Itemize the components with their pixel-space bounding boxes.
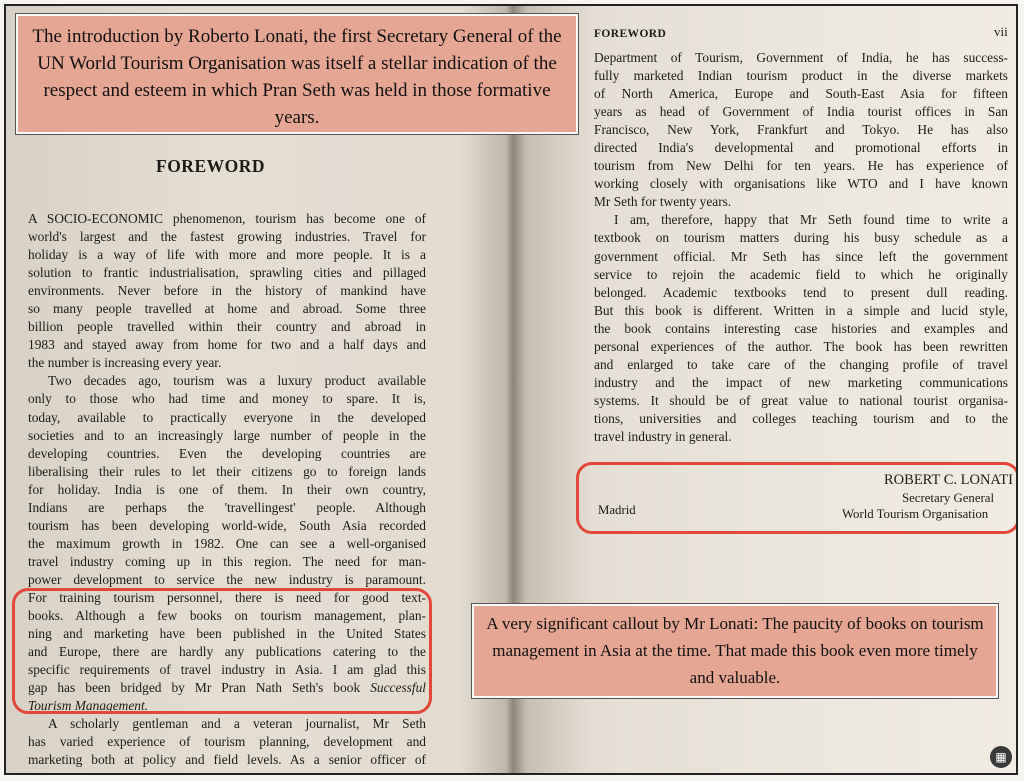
signature-name: ROBERT C. LONATI — [884, 472, 1013, 488]
highlight-ring-signature — [576, 462, 1018, 534]
text-line: today, available to practically everyone in the developed — [28, 409, 426, 425]
text-line: billion people travelled within their country and abroad in — [28, 319, 426, 335]
right-page-body — [594, 49, 1008, 446]
signature-place: Madrid — [598, 503, 636, 517]
text-line: working closely with organisations like WTO and I have known — [594, 176, 1008, 192]
text-line: personal experiences of the author. The book has been rewritten — [594, 338, 1008, 354]
running-head: FOREWORD — [594, 28, 667, 40]
text-line: of North America, Europe and South-East Asia for fifteen — [594, 86, 1008, 102]
text-scan-icon[interactable]: ▦ — [990, 746, 1012, 768]
text-line: directed India's developmental and promotional efforts in — [594, 140, 1008, 156]
signature-title: Secretary General — [902, 491, 995, 505]
text-line: the book contains interesting case histories and examples and — [594, 320, 1008, 336]
text-line: has varied experience of tourism planning, development and — [28, 734, 426, 750]
text-line: systems. It should be of great value to national tourist organisa- — [594, 392, 1008, 408]
text-line: 1983 and stayed away from home for two and a half days and — [28, 337, 426, 353]
text-line: tions, universities and colleges teaching tourism and to the — [594, 410, 1008, 426]
highlight-ring-left — [12, 588, 432, 714]
text-line: for holiday. India is one of them. In their own country, — [28, 481, 426, 497]
text-line: the number is increasing every year. — [28, 355, 222, 371]
text-line: For training tourism personnel, there is need for good text- — [28, 589, 426, 605]
text-line: books. Although a few books on tourism management, plan- — [28, 608, 426, 624]
foreword-title: FOREWORD — [156, 156, 265, 176]
text-line: belonged. Academic textbooks tend to present dull reading. — [594, 284, 1008, 300]
text-line: Francisco, New York, Frankfurt and Tokyo. He has also — [594, 122, 1008, 138]
text-line: years as head of Government of India tourist offices in San — [594, 104, 1008, 120]
text-line: specific requirements of travel industry in Asia. I am glad this — [28, 662, 426, 678]
text-line: textbook on tourism matters during his busy schedule as a — [594, 230, 1008, 246]
text-line: Department of Tourism, Government of India, he has success- — [594, 50, 1008, 65]
text-line: tourism from New Delhi for ten years. He has experience of — [594, 158, 1008, 174]
text-line: and Europe, there are hardly any publications catering to the — [28, 644, 426, 660]
text-line: fully marketed Indian tourism product in the diverse markets — [594, 68, 1008, 84]
signature-organisation: World Tourism Organisation — [842, 507, 989, 521]
text-line: Mr Seth for twenty years. — [594, 194, 732, 210]
callout-top: The introduction by Roberto Lonati, the first Secretary General of the UN World Tourism Organisation was itself a stellar indication of the respect and esteem in which Pran Seth was held in those formative years. — [16, 14, 578, 134]
text-line: power development to service the new industry is paramount. — [28, 571, 426, 587]
text-fragment: gap has been bridged by Mr Pran Nath Seth's book — [28, 680, 371, 696]
text-line: But this book is different. Written in a simple and lucid style, — [594, 302, 1008, 318]
document-photo — [4, 4, 1018, 775]
text-line: Indians are perhaps the 'travellingest' people. Although — [28, 499, 426, 515]
text-line: service to rejoin the academic field to which he originally — [594, 266, 1008, 282]
book-title-italic: Tourism Management. — [28, 698, 149, 714]
text-line: travel industry coming up in this region. The need for man- — [28, 553, 426, 569]
text-line: Two decades ago, tourism was a luxury product available — [48, 373, 426, 389]
text-line: the maximum growth in 1982. One can see a well-organised — [28, 535, 426, 551]
text-line: so many people travelled at home and abroad. Some three — [28, 301, 426, 317]
text-line: industry and the impact of new marketing communications — [594, 374, 1008, 390]
text-line: solution to frantic industrialisation, sprawling cities and pillaged — [28, 265, 426, 281]
text-line: ning and marketing have been published in the United States — [28, 626, 426, 642]
text-line: world's largest and the fastest growing industries. Travel for — [28, 229, 426, 245]
text-line: societies and to an increasingly large number of people in the — [28, 427, 426, 443]
text-line: liberalising their rules to let their citizens go to foreign lands — [28, 463, 426, 479]
text-line: and enlarged to take care of the changing profile of travel — [594, 356, 1008, 372]
text-line: A scholarly gentleman and a veteran journalist, Mr Seth — [48, 716, 426, 732]
text-line: travel industry in general. — [594, 428, 732, 444]
text-line: I am, therefore, happy that Mr Seth found time to write a — [614, 212, 1008, 228]
text-line: developing countries. Even the developing countries are — [28, 445, 426, 461]
text-line: tourism has been developing world-wide, South Asia recorded — [28, 517, 426, 533]
text-line: holiday is a way of life with more and more people. It is a — [28, 247, 426, 263]
text-line: only to those who had time and money to spare. It is, — [28, 391, 426, 407]
text-line: A SOCIO-ECONOMIC phenomenon, tourism has become one of — [28, 211, 426, 226]
book-title-italic: Successful — [370, 680, 426, 696]
text-line: government official. Mr Seth has since left the government — [594, 248, 1008, 264]
text-line: marketing both at policy and field levels. As a senior officer of — [28, 752, 426, 768]
text-line: environments. Never before in the history of mankind have — [28, 283, 426, 299]
page-number: vii — [994, 24, 1008, 39]
callout-bottom: A very significant callout by Mr Lonati: The paucity of books on tourism management in Asia at the time. That made this book even more timely and valuable. — [472, 604, 998, 698]
